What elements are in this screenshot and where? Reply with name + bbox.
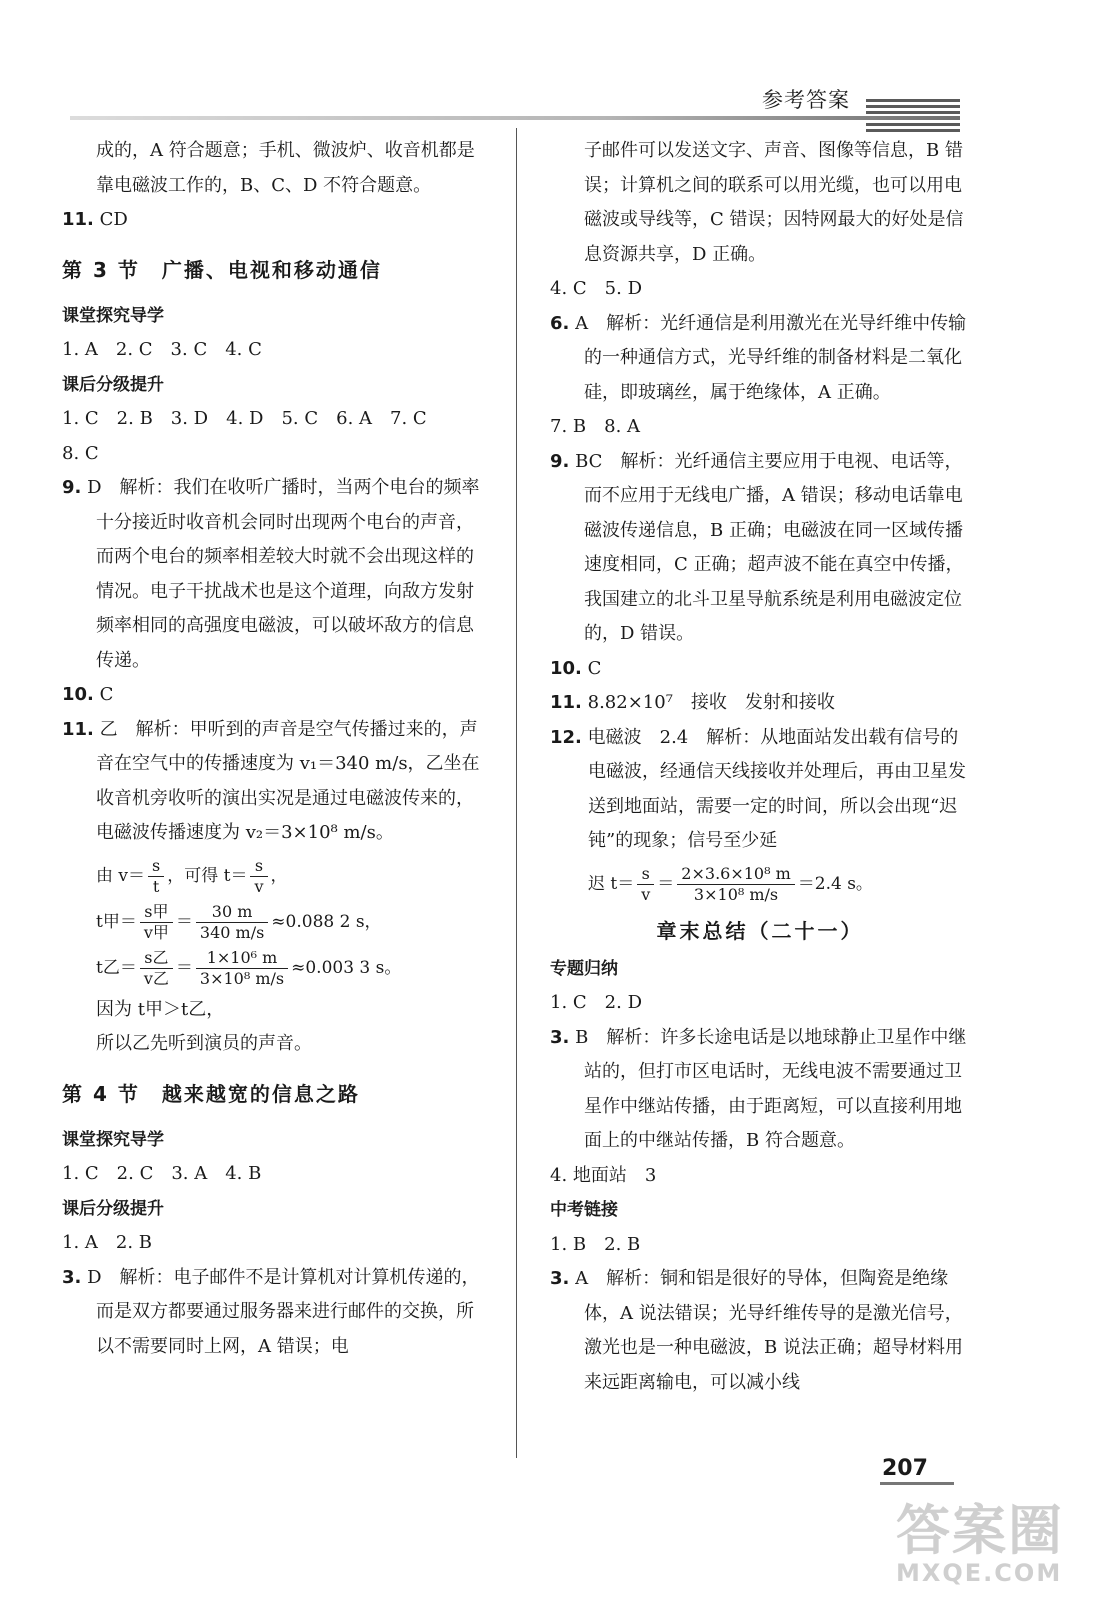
answer-10: 10. C bbox=[550, 657, 602, 679]
subheading-exam: 中考链接 bbox=[550, 1200, 618, 1220]
conclusion-line: 所以乙先听到演员的声音。 bbox=[96, 1033, 312, 1054]
header-decoration bbox=[866, 98, 960, 132]
answer-row: 1. C 2. B 3. D 4. D 5. C 6. A 7. C bbox=[62, 408, 427, 429]
answer-row: 1. A 2. B bbox=[62, 1232, 153, 1253]
answer-6: 6. A 解析：光纤通信是利用激光在光导纤维中传输的一种通信方式，光导纤维的制备材料是二氧化硅，即玻璃丝，属于绝缘体，A 正确。 bbox=[550, 312, 967, 403]
answer-3b: 3. A 解析：铜和铝是很好的导体，但陶瓷是绝缘体，A 说法错误；光导纤维传导的是激光信号，激光也是一种电磁波，B 说法正确；超导材料用来远距离输电，可以减小线 bbox=[550, 1268, 963, 1393]
watermark-logo: 答案圈 MXQE.COM bbox=[896, 1499, 1064, 1587]
answer-11: 11. CD bbox=[62, 209, 128, 230]
answer-continued: 子邮件可以发送文字、声音、图像等信息，B 错误；计算机之间的联系可以用光缆，也可以用电磁波或导线等，C 错误；因特网最大的好处是信息资源共享，D 正确。 bbox=[584, 140, 964, 265]
column-divider bbox=[516, 128, 517, 1458]
conclusion-line: 因为 t甲＞t乙， bbox=[96, 998, 225, 1020]
right-column bbox=[550, 134, 970, 1400]
subheading-classroom: 课堂探究导学 bbox=[62, 1129, 164, 1150]
answer-3: 3. B 解析：许多长途电话是以地球静止卫星作中继站的，但打市区电话时，无线电波不需要通过卫星作中继站传播，由于距离短，可以直接利用地面上的中继站传播，B 符合题意。 bbox=[550, 1026, 967, 1151]
answer-row: 1. C 2. C 3. A 4. B bbox=[62, 1163, 262, 1184]
answer-row: 1. C 2. D bbox=[550, 992, 642, 1013]
subheading-after-class: 课后分级提升 bbox=[62, 374, 164, 395]
answer-continued: 成的，A 符合题意；手机、微波炉、收音机都是靠电磁波工作的，B、C、D 不符合题意。 bbox=[96, 140, 475, 196]
answer-row: 1. B 2. B bbox=[550, 1233, 641, 1255]
answer-row: 8. C bbox=[62, 442, 99, 464]
formula-3: t乙＝ $\frac{\text{s乙}}{\text{v乙}}$ ＝ $\frac{\text{1×10⁶ m}}{\text{3×10⁸ m/s}}$ ≈0.003 3 s。 bbox=[96, 947, 402, 988]
section-3-title: 第 3 节 广播、电视和移动通信 bbox=[62, 257, 382, 282]
formula-4: 迟 t＝ $\frac{s}{v}$ ＝ $\frac{\text{2×3.6×10⁸ m}}{\text{3×10⁸ m/s}}$ ＝2.4 s。 bbox=[588, 863, 873, 904]
answer-3: 3. D 解析：电子邮件不是计算机对计算机传递的，而是双方都要通过服务器来进行邮件的交换，所以不需要同时上网，A 错误；电 bbox=[62, 1266, 480, 1357]
formula-2: t甲＝ $\frac{\text{s甲}}{\text{v甲}}$ ＝ $\frac{30 m}{340 m/s}$ ≈0.088 2 s， bbox=[96, 901, 382, 942]
subheading-topic: 专题归纳 bbox=[550, 958, 618, 979]
answer-9: 9. BC 解析：光纤通信主要应用于电视、电话等，而不应用于无线电广播，A 错误；移动电话靠电磁波传递信息，B 正确；电磁波在同一区域传播速度相同，C 正确；超声波不能在真空中传播，我国建立的北斗卫星导航系统是利用电磁波定位的，D 错误。 bbox=[550, 450, 964, 644]
subheading-after-class: 课后分级提升 bbox=[62, 1198, 164, 1219]
answer-row: 4. 地面站 3 bbox=[550, 1164, 657, 1186]
answer-11b: 11. 乙 解析：甲听到的声音是空气传播过来的，声音在空气中的传播速度为 v₁＝340 m/s，乙坐在收音机旁收听的演出实况是通过电磁波传来的，电磁波传播速度为 v₂＝3×10⁸ m/s。 bbox=[62, 718, 480, 843]
formula-1: 由 v＝ $\frac{s}{t}$ ，可得 t＝ $\frac{s}{v}$ ， bbox=[96, 855, 288, 896]
answer-row: 4. C 5. D bbox=[550, 278, 642, 299]
page-number: 207 bbox=[882, 1456, 928, 1481]
answer-10: 10. C bbox=[62, 684, 114, 705]
header-rule bbox=[70, 116, 960, 120]
answer-12: 12. 电磁波 2.4 解析：从地面站发出载有信号的电磁波，经通信天线接收并处理后，再由卫星发送到地面站，需要一定的时间，所以会出现“迟钝”的现象；信号至少延 bbox=[550, 726, 966, 851]
answer-row: 1. A 2. C 3. C 4. C bbox=[62, 339, 262, 360]
page-number-bar bbox=[880, 1482, 954, 1485]
section-4-title: 第 4 节 越来越宽的信息之路 bbox=[62, 1081, 360, 1106]
left-column bbox=[62, 134, 482, 1364]
answer-9: 9. D 解析：我们在收听广播时，当两个电台的频率十分接近时收音机会同时出现两个电台的声音，而两个电台的频率相差较大时就不会出现这样的情况。电子干扰战术也是这个道理，向敌方发射频率相同的高强度电磁波，可以破坏敌方的信息传递。 bbox=[62, 477, 480, 671]
header-title: 参考答案 bbox=[762, 88, 850, 112]
subheading-classroom: 课堂探究导学 bbox=[62, 305, 164, 326]
chapter-summary-title: 章末总结（二十一） bbox=[656, 918, 864, 943]
answer-row: 7. B 8. A bbox=[550, 416, 641, 437]
answer-11: 11. 8.82×10⁷ 接收 发射和接收 bbox=[550, 692, 835, 713]
